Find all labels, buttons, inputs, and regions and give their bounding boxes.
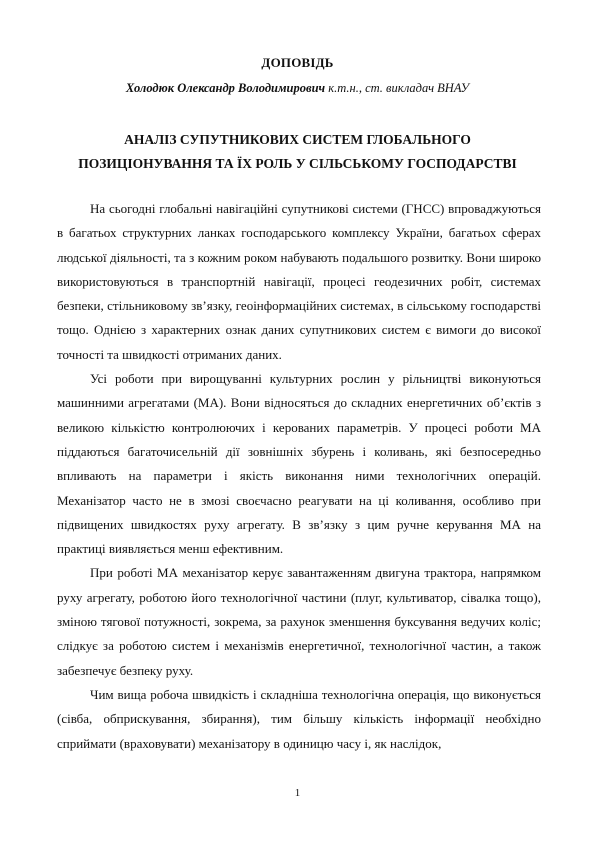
author-line [0, 81, 595, 96]
report-title-line-1: АНАЛІЗ СУПУТНИКОВИХ СИСТЕМ ГЛОБАЛЬНОГО [124, 132, 471, 147]
paragraph-2: Усі роботи при вирощуванні культурних рослин у рільництві виконуються машинними агрегатами (МА). Вони відносяться до складних енергетичних об’єктів з великою кількістю контролюючих і керованих параметрів. У процесі роботи МА піддаються багаточисельній дії зовнішніх збурень і коливань, які безпосередньо впливають на параметри і якість виконання ними технологічних операцій. Механізатор часто не в змозі своєчасно реагувати на ці коливання, особливо при підвищених швидкостях руху агрегату. В зв’язку з цим ручне керування МА на практиці виявляється менш ефективним. [57, 371, 541, 557]
paragraph-4: Чим вища робоча швидкість і складніша технологічна операція, що виконується (сівба, обприскування, збирання), тим більшу кількість інформації необхідно сприймати (враховувати) механізатору в одиницю часу і, як наслідок, [57, 686, 541, 751]
report-title [50, 128, 545, 176]
paragraph-1: На сьогодні глобальні навігаційні супутникові системи (ГНСС) впроваджуються в багатьох структурних ланках господарського комплексу України, багатьох сферах людської діяльності, та з кожним роком набувають подальшого розвитку. Вони широко використовуються в транспортній навігації, процесі геодезичних робіт, системах безпеки, стільниковому зв’язку, геоінформаційних системах, в сільському господарстві тощо. Однією з характерних ознак даних супутникових систем є вимоги до високої точності та швидкості отриманих даних. [57, 201, 541, 362]
report-title-line-2: ПОЗИЦІОНУВАННЯ ТА ЇХ РОЛЬ У СІЛЬСЬКОМУ ГОСПОДАРСТВІ [78, 156, 517, 171]
paragraph-3: При роботі МА механізатор керує завантаженням двигуна трактора, напрямком руху агрегату, роботою його технологічної частини (плуг, культиватор, сівалка тощо), зміною тягової потужності, зокрема, за рахунок зменшення буксування ведучих коліс; слідкує за роботою систем і механізмів енергетичної, технологічної частин, а також забезпечує безпеку руху. [57, 565, 541, 678]
page-number: 1 [294, 787, 301, 799]
document-type-heading: ДОПОВІДЬ [261, 55, 334, 70]
author-name: Холодюк Олександр Володимирович [125, 81, 326, 95]
author-details: к.т.н., ст. викладач ВНАУ [325, 81, 470, 95]
body-text [57, 197, 541, 756]
